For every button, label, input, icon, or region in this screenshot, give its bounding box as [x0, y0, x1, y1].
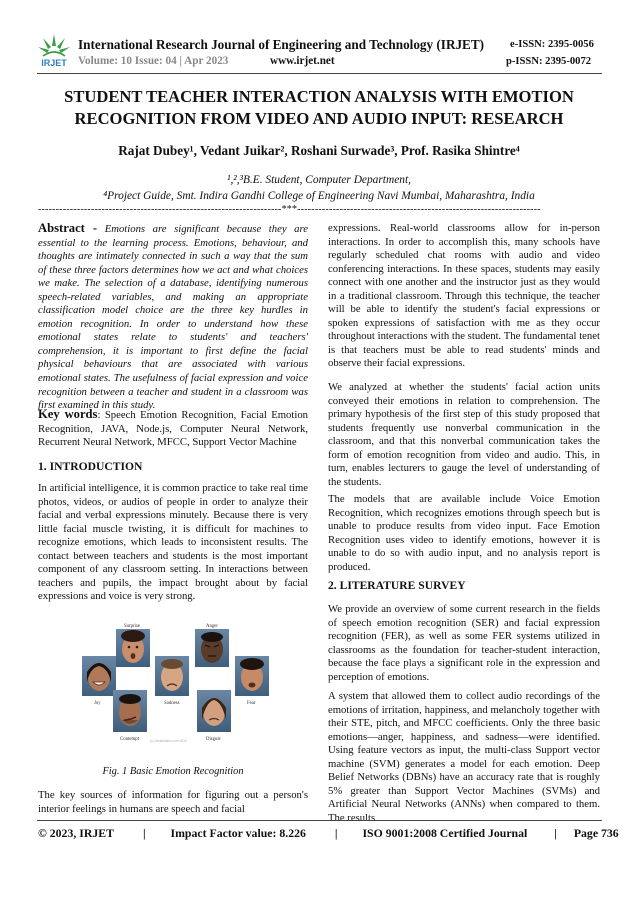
header-rule	[37, 73, 602, 74]
keywords-text: : Speech Emotion Recognition, Facial Emotion Recognition, JAVA, Node.js, Computer Neural Network, Recurrent Neural Network, MFCC, Support Vector Machine	[38, 409, 309, 449]
journal-website: www.irjet.net	[270, 55, 335, 67]
footer-rule	[37, 820, 602, 821]
figure-caption: Fig. 1 Basic Emotion Recognition	[102, 766, 244, 777]
keywords-paragraph	[38, 408, 308, 450]
face-joy	[82, 656, 116, 696]
face-sadness	[155, 656, 189, 696]
face-contempt	[113, 690, 147, 732]
paper-title	[60, 86, 578, 130]
section-separator: ---------------------------------------------------------------------***---------------------------------------------------------------------	[38, 204, 541, 215]
label-disgust: Disgust	[206, 737, 221, 742]
affiliation-1: ¹,²,³B.E. Student, Computer Department,	[227, 174, 411, 186]
abstract-label: Abstract -	[38, 221, 98, 235]
right-p5-text: A system that allowed them to collect audio recordings of the emotions of irritation, happiness, and melancholy together with their STE, pitch, and MFCC coefficients. Only the three basic emotions—anger, happiness, and sadness—were identified. Using feature vectors as input, the multi-class Support vector machine (SVM) generates a model for each emotion. Deep Belief Networks (DBNs) have an accuracy rate that is roughly 5% greater than Support Vector Machines (SVMs) and Artificial Neural Networks (ANNs) when compared to them. The results	[328, 690, 600, 824]
right-p1-text: expressions. Real-world classrooms allow for in-person interactions. In order to accomplish this, many schools have regularly scheduled chat rooms with audio and video conferencing interactions. In these spaces, students may easily connect with one another and the instructor just as they would in a traditional classroom. Through this technique, the teacher will be able to identify the student's facial expressions or spoken expressions of satisfaction with me as they occur throughout interactions with the student. The fundamental tenet is that teachers must be able to read students' minds and observe their facial expressions.	[328, 222, 600, 370]
affiliation-2: ⁴Project Guide, Smt. Indira Gandhi College of Engineering Navi Mumbai, Maharashtra, India	[103, 190, 535, 202]
footer-impact-factor: Impact Factor value: 8.226	[170, 826, 306, 840]
literature-survey-heading: 2. LITERATURE SURVEY	[328, 579, 466, 592]
face-anger	[195, 629, 229, 667]
logo-text: IRJET	[41, 58, 67, 68]
footer-separator-1: |	[142, 826, 146, 840]
figure-watermark: (c) Dreamstime.com 2010	[150, 739, 187, 743]
label-joy: Joy	[94, 701, 101, 706]
face-surprise	[116, 629, 150, 667]
right-paragraph-1	[328, 222, 600, 371]
journal-name: International Research Journal of Engineering and Technology (IRJET)	[78, 37, 485, 52]
footer-page-number: Page 736	[573, 826, 619, 840]
footer-iso: ISO 9001:2008 Certified Journal	[362, 826, 528, 840]
label-anger: Anger	[206, 624, 218, 629]
volume-issue: Volume: 10 Issue: 04 | Apr 2023	[78, 55, 229, 67]
right-paragraph-3	[328, 493, 600, 574]
right-paragraph-5	[328, 690, 600, 825]
emotion-faces-figure	[80, 622, 274, 750]
abstract-paragraph	[38, 222, 308, 413]
face-fear	[235, 656, 269, 696]
right-p4-text: We provide an overview of some current research in the fields of speech emotion recognition (SER) and facial expression recognition (FER), as well as some FER systems utilized in classrooms as the foundation for teacher-student interaction, because the face plays a significant role in the expression and perception of emotions.	[328, 603, 600, 683]
introduction-paragraph: In artificial intelligence, it is common practice to take real time photos, videos, or audios of people in order to analyze their facial and verbal expressions minutely. Because there is very little facial muscle twisting, it is difficult for machines to recognize emotions, which leads to inconsistent results. The contact between teachers and students is the most important component of any classroom setting. In interactions between teachers and pupils, the impact brought about by facial expressions and voice is very strong.	[38, 482, 308, 603]
footer-separator-2: |	[334, 826, 338, 840]
footer-separator-3: |	[554, 826, 557, 840]
left-bottom-text	[38, 789, 308, 816]
face-disgust	[197, 690, 231, 732]
left-bottom-paragraph: The key sources of information for figuring out a person's interior feelings in humans are speech and facial	[38, 789, 308, 815]
right-p2-text: We analyzed at whether the students' facial action units conveyed their emotions in relation to comprehension. The primary hypothesis of the first step of this study proposed that students frequently use nonverbal communication in the classroom, and that this nonverbal communication takes the form of emotion recognition from video and audio. This, in turn, enables lecturers to gauge the level of understanding of the students.	[328, 381, 600, 488]
page-footer	[38, 826, 619, 841]
right-paragraph-4	[328, 603, 600, 684]
label-contempt: Contempt	[120, 737, 139, 742]
label-fear: Fear	[247, 701, 256, 706]
e-issn: e-ISSN: 2395-0056	[510, 39, 594, 50]
author-list: Rajat Dubey¹, Vedant Juikar², Roshani Surwade³, Prof. Rasika Shintre⁴	[118, 143, 520, 158]
p-issn: p-ISSN: 2395-0072	[506, 56, 592, 67]
introduction-heading: 1. INTRODUCTION	[38, 460, 143, 473]
introduction-text	[38, 482, 308, 604]
abstract-text: Emotions are significant because they are essential to the learning process. Emotions, behaviour, and thoughts are intimately connected in such a way that the sum of these three factors determines how we act and what choices we make. The selection of a database, identifying numerous speech-related variables, and making an appropriate classification model choice are the three key hurdles in emotion recognition. In order to understand how these emotional states relate to students' and teachers' comprehension, it is important to first define the facial physical behaviours that are associated with various emotional states. The usefulness of facial expression and voice recognition between a teacher and student in a classroom was first examined in this study.	[38, 223, 309, 412]
right-p3-text: The models that are available include Voice Emotion Recognition, which recognizes emotions through speech but is unable to produce results from video input. Face Emotion Recognition uses video to identify emotions, however it is unable to do so with audio input, and no analysis report is produced.	[328, 493, 600, 573]
title-line-2: RECOGNITION FROM VIDEO AND AUDIO INPUT: RESEARCH	[74, 109, 564, 128]
title-line-1: STUDENT TEACHER INTERACTION ANALYSIS WITH EMOTION	[64, 87, 574, 106]
label-sadness: Sadness	[164, 701, 180, 706]
label-surprise: Surprise	[124, 624, 140, 629]
keywords-label: Key words	[38, 407, 98, 421]
footer-copyright: © 2023, IRJET	[38, 826, 114, 840]
right-paragraph-2	[328, 381, 600, 489]
